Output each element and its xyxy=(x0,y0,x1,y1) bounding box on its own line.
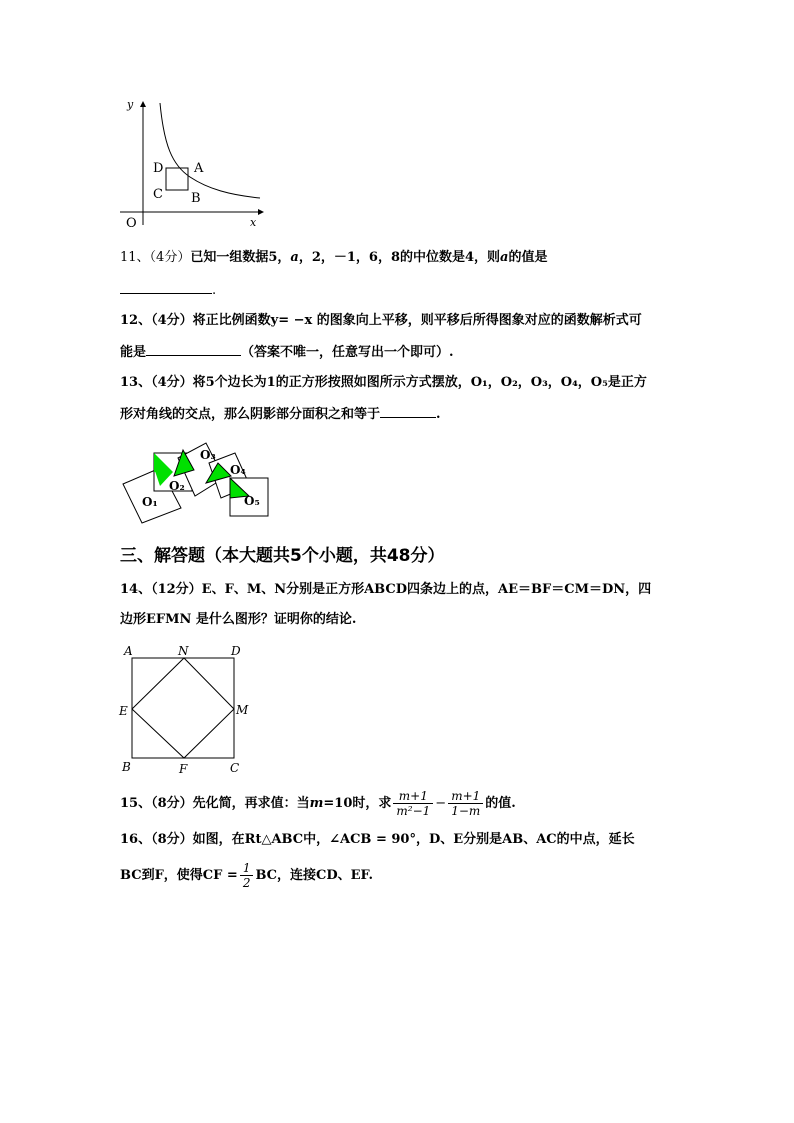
label-o4: O₄ xyxy=(230,463,246,477)
q16-frac-den: 2 xyxy=(242,876,251,890)
label-A: A xyxy=(124,644,133,658)
hyperbola-figure xyxy=(110,95,270,235)
label-M: M xyxy=(236,703,249,717)
q16-frac-num: 1 xyxy=(240,861,254,876)
label-o2: O₂ xyxy=(169,479,185,493)
label-E: E xyxy=(119,704,128,718)
label-b: B xyxy=(191,191,201,206)
q15-var-m: m xyxy=(309,796,324,811)
quadrilateral-efmn xyxy=(132,658,234,758)
q11-text-b: ，2，－1，6，8的中位数是4，则 xyxy=(298,250,501,265)
x-axis-arrow xyxy=(258,209,264,215)
q11-text-c: 的值是 xyxy=(508,250,548,265)
label-o5: O₅ xyxy=(244,494,260,508)
q12-text-a: 能是 xyxy=(120,345,147,360)
q16-text-b: BC，连接CD、EF. xyxy=(255,868,374,883)
q15-frac2-den: 1−m xyxy=(451,804,481,818)
question-14-line1: 14、（12分）E、F、M、N分别是正方形ABCD四条边上的点，AE＝BF＝CM＝DN，四 xyxy=(120,582,652,597)
question-11 xyxy=(120,250,548,266)
label-y: y xyxy=(127,98,134,111)
y-axis-arrow xyxy=(140,101,146,107)
q15-text-b: =10时，求 xyxy=(323,796,392,811)
question-14-line2: 边形EFMN 是什么图形？证明你的结论. xyxy=(120,612,357,627)
q11-number: 11、（4分） xyxy=(120,250,191,265)
square-efmn-figure xyxy=(115,640,255,780)
hyperbola-curve xyxy=(160,103,260,198)
q11-text-a: 已知一组数据5， xyxy=(190,250,291,265)
label-o: O xyxy=(126,216,137,231)
q15-frac2-num: m+1 xyxy=(448,789,483,804)
label-c: C xyxy=(153,187,163,202)
q11-var-a2: a xyxy=(500,250,509,265)
q15-fraction-2 xyxy=(448,789,483,818)
question-16-line1: 16、（8分）如图，在Rt△ABC中，∠ACB = 90°，D、E分别是AB、AC的中点，延长 xyxy=(120,832,635,847)
question-13-line2 xyxy=(120,405,441,423)
q15-minus: − xyxy=(435,796,447,811)
question-16-line2 xyxy=(120,858,373,894)
label-x: x xyxy=(250,216,257,229)
label-o3: O₃ xyxy=(200,448,216,462)
five-squares-figure xyxy=(118,438,278,528)
q12-blank[interactable] xyxy=(146,343,241,356)
q15-fraction-1 xyxy=(393,789,433,818)
q13-end: . xyxy=(436,407,441,422)
label-D: D xyxy=(231,644,241,658)
q13-blank[interactable] xyxy=(380,405,436,418)
q15-frac1-den: m²−1 xyxy=(396,804,431,818)
q11-var-a: a xyxy=(290,250,299,265)
q15-text-c: 的值. xyxy=(485,796,516,811)
q11-blank[interactable] xyxy=(120,281,212,294)
label-B: B xyxy=(122,760,131,774)
label-C: C xyxy=(230,761,240,775)
question-13-line1: 13、（4分）将5个边长为1的正方形按照如图所示方式摆放，O₁，O₂，O₃，O₄，O₅是正方 xyxy=(120,375,647,390)
label-d: D xyxy=(153,161,164,176)
question-12-line2 xyxy=(120,343,454,361)
q12-text-b: （答案不唯一，任意写出一个即可）. xyxy=(241,345,454,360)
question-15 xyxy=(120,786,516,822)
q11-end: . xyxy=(212,283,217,298)
question-12-line1: 12、（4分）将正比例函数y= −x 的图象向上平移，则平移后所得图象对应的函数解析式可 xyxy=(120,313,642,328)
q16-text-a: BC到F，使得CF = xyxy=(120,868,238,883)
q13-text-a: 形对角线的交点，那么阴影部分面积之和等于 xyxy=(120,407,381,422)
square-abcd xyxy=(166,168,188,190)
label-N: N xyxy=(178,644,189,658)
label-o1: O₁ xyxy=(142,495,158,509)
q15-text-a: 15、（8分）先化简，再求值：当 xyxy=(120,796,310,811)
q11-answer-line xyxy=(120,281,216,299)
square-abcd-outer xyxy=(132,658,234,758)
section-heading: 三、解答题（本大题共5个小题，共48分） xyxy=(120,546,445,566)
q15-frac1-num: m+1 xyxy=(393,789,433,804)
label-F: F xyxy=(179,762,188,776)
q16-fraction xyxy=(240,861,254,890)
label-a: A xyxy=(194,161,204,176)
